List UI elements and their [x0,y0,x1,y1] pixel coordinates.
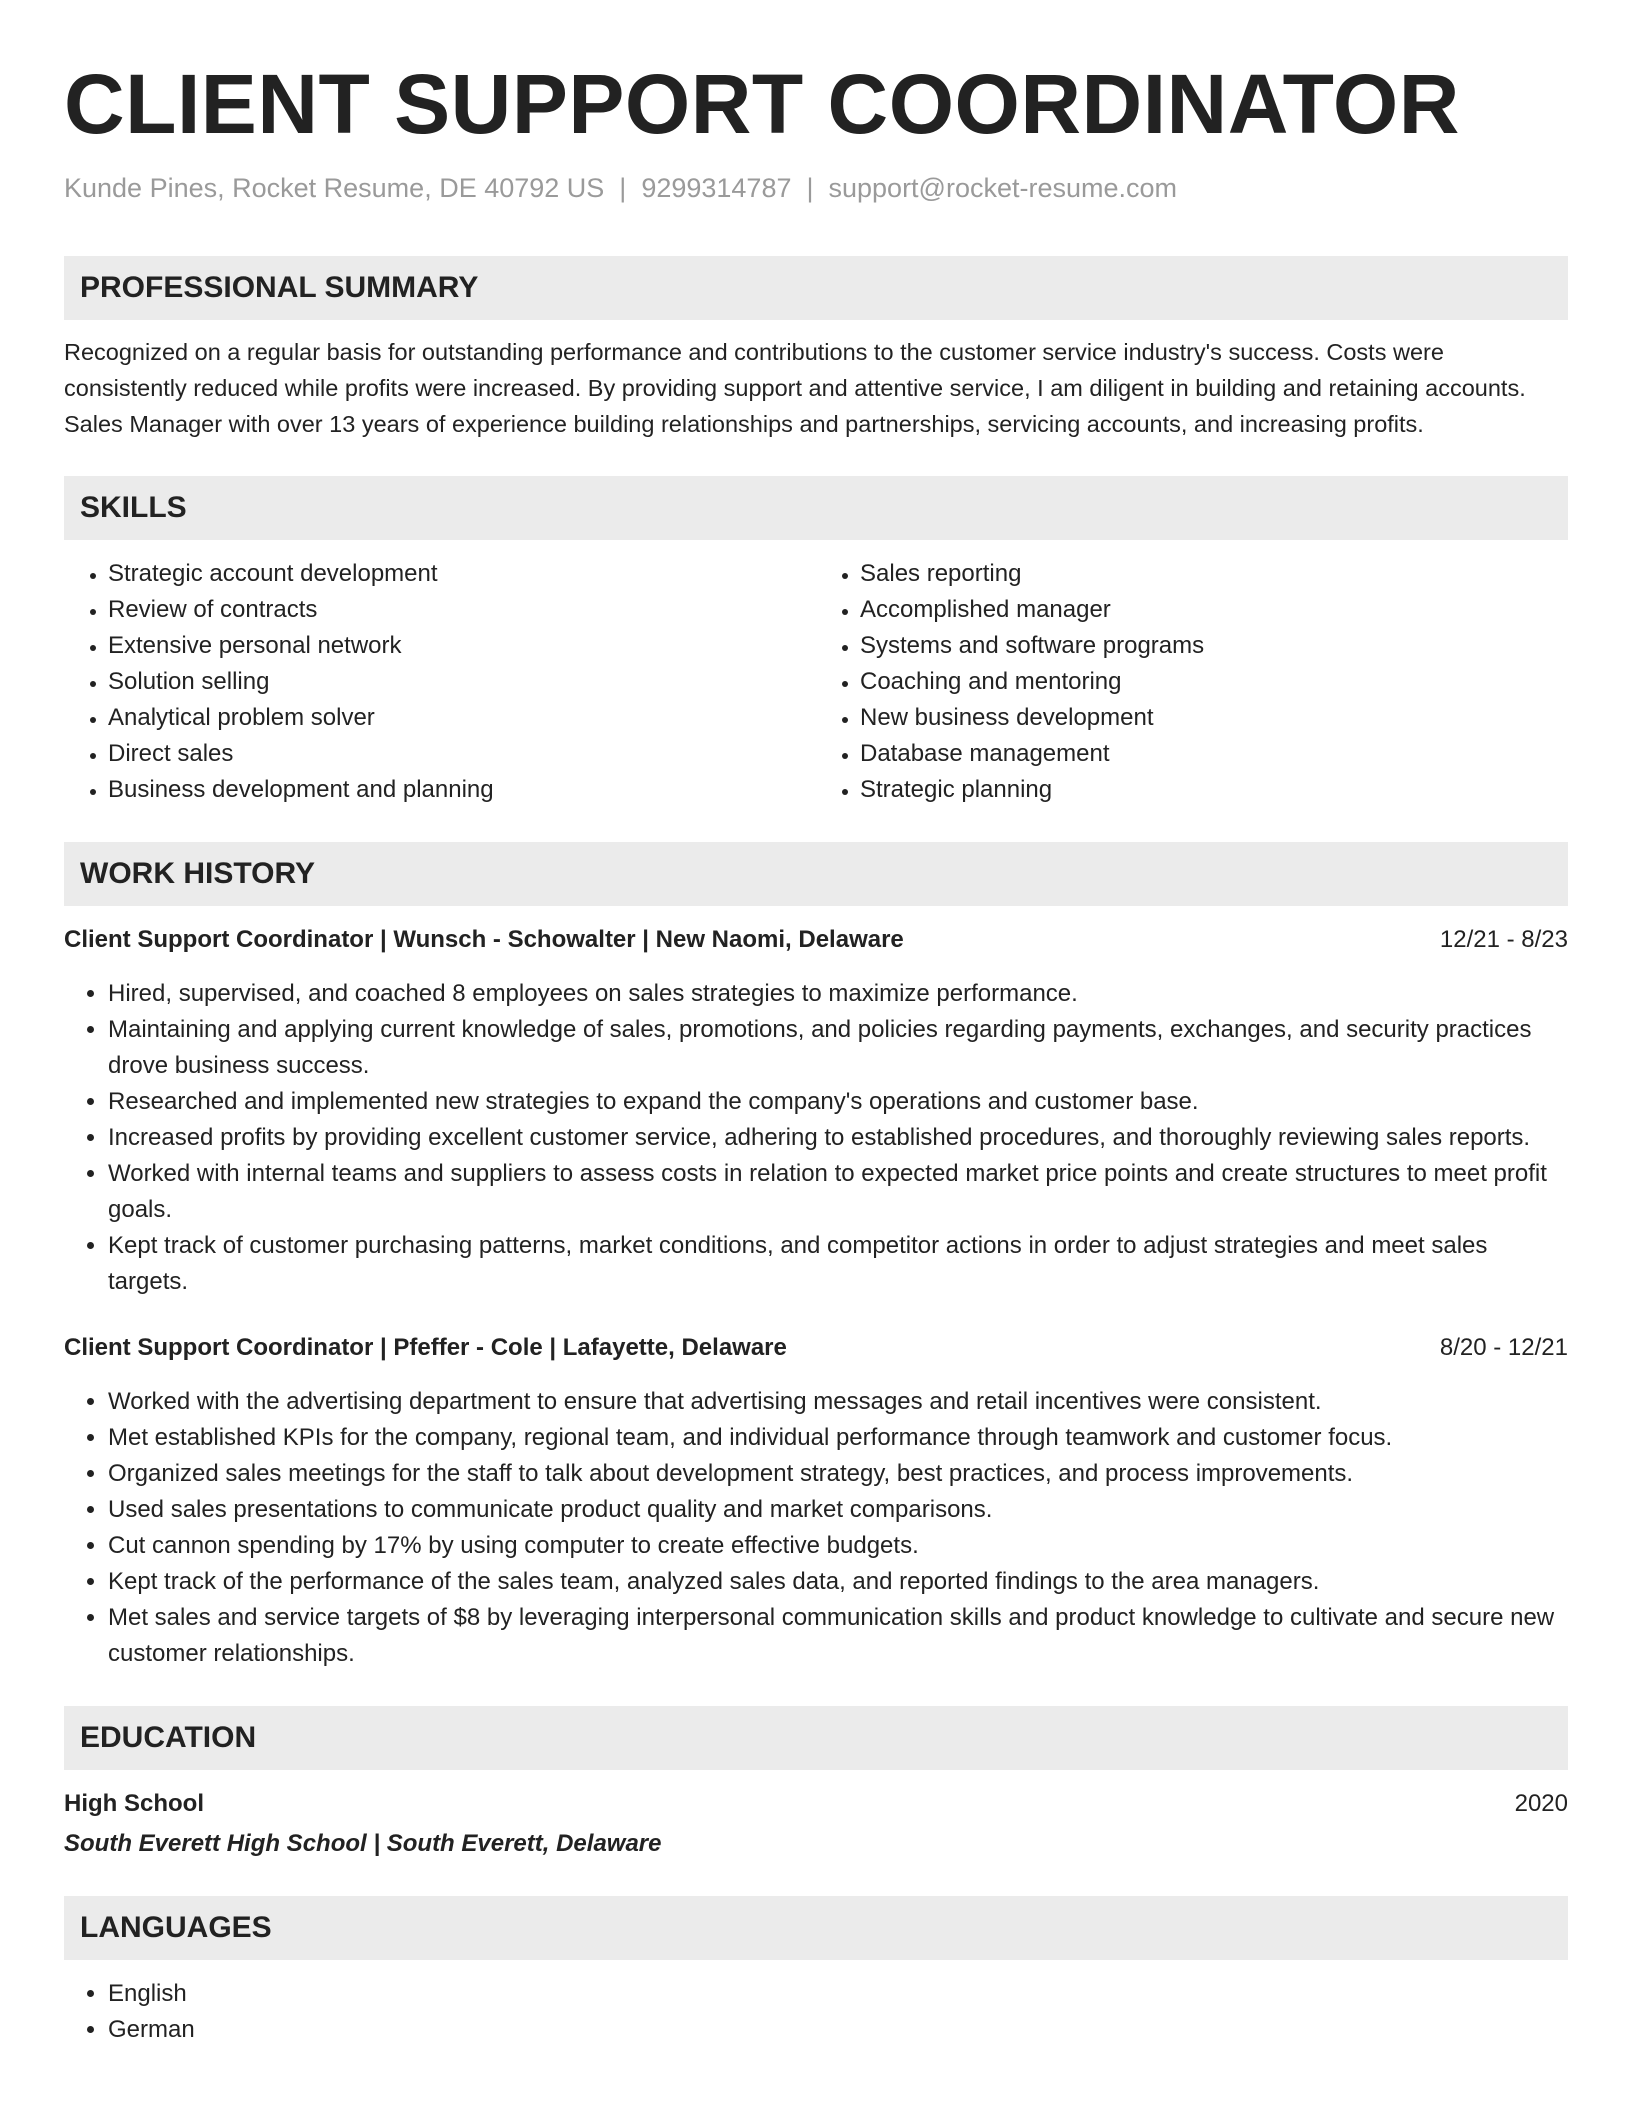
job-entry [64,922,1568,1300]
education-entry [64,1786,1568,1862]
contact-separator: | [806,173,814,203]
job-bullet: • Used sales presentations to communicate product quality and market comparisons. [108,1492,1568,1528]
job-bullet: • Worked with internal teams and suppliers to assess costs in relation to expected market price points and create structures to meet profit goals. [108,1156,1568,1228]
resume-name: CLIENT SUPPORT COORDINATOR [64,57,1460,151]
languages-heading: LANGUAGES [64,1896,1568,1960]
skill-item: • Extensive personal network [108,628,816,664]
skills-column-left [64,556,816,808]
skill-item: • Sales reporting [860,556,1568,592]
education-degree: High School [64,1790,204,1817]
language-item: • German [108,2012,1568,2048]
job-bullet: • Maintaining and applying current knowledge of sales, promotions, and policies regarding payments, exchanges, and security practices drove business success. [108,1012,1568,1084]
contact-line [64,170,1568,206]
skill-item: • Review of contracts [108,592,816,628]
skill-item: • Database management [860,736,1568,772]
job-bullet: • Kept track of the performance of the sales team, analyzed sales data, and reported findings to the area managers. [108,1564,1568,1600]
job-bullet: • Cut cannon spending by 17% by using computer to create effective budgets. [108,1528,1568,1564]
job-bullet: • Worked with the advertising department to ensure that advertising messages and retail incentives were consistent. [108,1384,1568,1420]
job-bullet: • Organized sales meetings for the staff to talk about development strategy, best practices, and process improvements. [108,1456,1568,1492]
job-header [64,922,1568,958]
job-bullet: • Kept track of customer purchasing patterns, market conditions, and competitor actions in order to adjust strategies and meet sales targets. [108,1228,1568,1300]
job-title: Client Support Coordinator | Pfeffer - Cole | Lafayette, Delaware [64,1334,787,1361]
skill-item: • Systems and software programs [860,628,1568,664]
job-bullets [64,976,1568,1300]
job-bullet: • Met sales and service targets of $8 by leveraging interpersonal communication skills and product knowledge to cultivate and secure new customer relationships. [108,1600,1568,1672]
summary-text: Recognized on a regular basis for outstanding performance and contributions to the customer service industry's success. Costs were consistently reduced while profits were increased. By providing support and attentive service, I am diligent in building and retaining accounts. Sales Manager with over 13 years of experience building relationships and partnerships, servicing accounts, and increasing profits. [64,339,1526,437]
skills-list [64,556,1568,808]
work-history-heading: WORK HISTORY [64,842,1568,906]
education-header [64,1786,1568,1822]
education-year: 2020 [1514,1790,1568,1817]
language-item: • English [108,1976,1568,2012]
languages-list [64,1976,1568,2048]
job-header [64,1330,1568,1366]
skill-item: • New business development [860,700,1568,736]
job-bullet: • Researched and implemented new strategies to expand the company's operations and customer base. [108,1084,1568,1120]
skills-column-right [816,556,1568,808]
contact-email: support@rocket-resume.com [828,173,1178,203]
skill-item: • Coaching and mentoring [860,664,1568,700]
job-bullets [64,1384,1568,1672]
job-entry [64,1330,1568,1672]
contact-address: Kunde Pines, Rocket Resume, DE 40792 US [64,173,605,203]
skill-item: • Accomplished manager [860,592,1568,628]
skills-heading: SKILLS [64,476,1568,540]
skill-item: • Strategic account development [108,556,816,592]
job-dates: 8/20 - 12/21 [1439,1334,1568,1361]
job-bullet: • Hired, supervised, and coached 8 employees on sales strategies to maximize performance. [108,976,1568,1012]
education-heading: EDUCATION [64,1706,1568,1770]
skill-item: • Business development and planning [108,772,816,808]
skill-item: • Direct sales [108,736,816,772]
education-school: South Everett High School | South Everett, Delaware [64,1830,662,1857]
skill-item: • Strategic planning [860,772,1568,808]
skill-item: • Solution selling [108,664,816,700]
job-dates: 12/21 - 8/23 [1439,926,1568,953]
contact-separator: | [619,173,627,203]
contact-phone: 9299314787 [641,173,792,203]
job-bullet: • Increased profits by providing excellent customer service, adhering to established procedures, and thoroughly reviewing sales reports. [108,1120,1568,1156]
summary-heading: PROFESSIONAL SUMMARY [64,256,1568,320]
skill-item: • Analytical problem solver [108,700,816,736]
job-bullet: • Met established KPIs for the company, regional team, and individual performance through teamwork and customer focus. [108,1420,1568,1456]
job-title: Client Support Coordinator | Wunsch - Schowalter | New Naomi, Delaware [64,926,904,953]
